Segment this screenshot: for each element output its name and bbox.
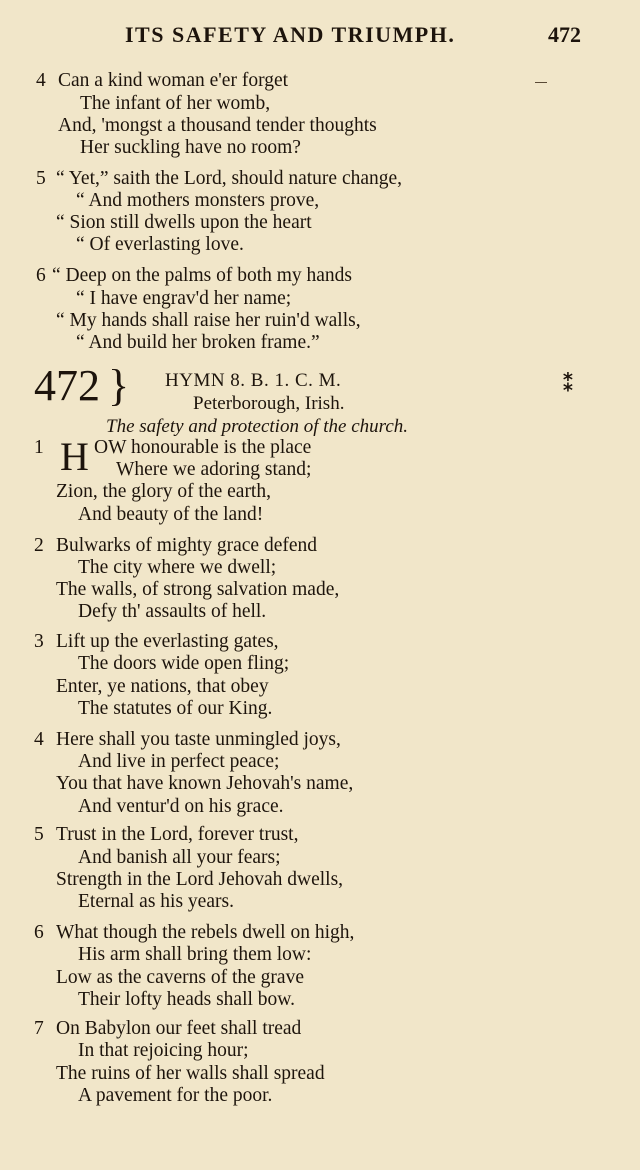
verse-line: Their lofty heads shall bow. bbox=[78, 989, 295, 1010]
verse-line: The doors wide open fling; bbox=[78, 653, 290, 674]
verse-line: “ And build her broken frame.” bbox=[76, 332, 320, 353]
verse-line: Trust in the Lord, forever trust, bbox=[56, 824, 299, 845]
verse-line: “ Deep on the palms of both my hands bbox=[52, 265, 353, 286]
verse-line: You that have known Jehovah's name, bbox=[56, 773, 354, 794]
verse-line: The city where we dwell; bbox=[78, 557, 277, 578]
verse-number: 5 bbox=[36, 168, 46, 189]
verse-line: Defy th' assaults of hell. bbox=[78, 601, 267, 622]
page-header bbox=[0, 22, 640, 52]
verse-line: Here shall you taste unmingled joys, bbox=[56, 729, 341, 750]
verse-number: 2 bbox=[34, 535, 44, 556]
verse-line: “ Sion still dwells upon the heart bbox=[56, 212, 312, 233]
hymn-number: 472 bbox=[34, 361, 100, 410]
verse-number: 7 bbox=[34, 1018, 44, 1039]
verse-line: “ I have engrav'd her name; bbox=[76, 288, 292, 309]
verse-number: 4 bbox=[36, 70, 46, 91]
verse-line: Strength in the Lord Jehovah dwells, bbox=[56, 869, 344, 890]
verse-line: Enter, ye nations, that obey bbox=[56, 676, 269, 697]
verse-line: Low as the caverns of the grave bbox=[56, 967, 304, 988]
verse-line: The ruins of her walls shall spread bbox=[56, 1063, 325, 1084]
header-rule bbox=[535, 82, 547, 83]
hymn-subject: The safety and protection of the church. bbox=[106, 416, 409, 437]
verse-number: 5 bbox=[34, 824, 44, 845]
verse-number: 4 bbox=[34, 729, 44, 750]
verse-line: In that rejoicing hour; bbox=[78, 1040, 249, 1061]
verse-line: Eternal as his years. bbox=[78, 891, 234, 912]
verse-number: 1 bbox=[34, 437, 44, 458]
verse-line: “ And mothers monsters prove, bbox=[76, 190, 320, 211]
verse-line: And, 'mongst a thousand tender thoughts bbox=[58, 115, 377, 136]
verse-line: Bulwarks of mighty grace defend bbox=[56, 535, 318, 556]
verse-number: 3 bbox=[34, 631, 44, 652]
verse-line: Can a kind woman e'er forget bbox=[58, 70, 289, 91]
verse-line: A pavement for the poor. bbox=[78, 1085, 273, 1106]
verse-line: On Babylon our feet shall tread bbox=[56, 1018, 302, 1039]
verse-line: “ Of everlasting love. bbox=[76, 234, 244, 255]
verse-line: And live in perfect peace; bbox=[78, 751, 280, 772]
verse-line: “ My hands shall raise her ruin'd walls, bbox=[56, 310, 361, 331]
verse-line: Her suckling have no room? bbox=[80, 137, 301, 158]
drop-cap: H bbox=[60, 434, 89, 479]
verse-line: The statutes of our King. bbox=[78, 698, 273, 719]
verse-line: And beauty of the land! bbox=[78, 504, 264, 525]
verse-line: “ Yet,” saith the Lord, should nature change, bbox=[56, 168, 403, 189]
running-title: ITS SAFETY AND TRIUMPH. bbox=[125, 22, 456, 47]
verse-number: 6 bbox=[36, 265, 46, 286]
verse-number: 6 bbox=[34, 922, 44, 943]
verse-line: And ventur'd on his grace. bbox=[78, 796, 284, 817]
verse-line: What though the rebels dwell on high, bbox=[56, 922, 355, 943]
hymn-brace: } bbox=[108, 361, 130, 410]
tune-name: Peterborough, Irish. bbox=[193, 393, 345, 414]
verse-line: Zion, the glory of the earth, bbox=[56, 481, 271, 502]
verse-line: His arm shall bring them low: bbox=[78, 944, 312, 965]
hymn-heading: HYMN 8. B. 1. C. M. bbox=[165, 370, 342, 391]
verse-line: And banish all your fears; bbox=[78, 847, 281, 868]
verse-line: OW honourable is the place bbox=[94, 437, 312, 458]
verse-line: Where we adoring stand; bbox=[116, 459, 312, 480]
verse-line: The infant of her womb, bbox=[80, 93, 271, 114]
asterism-ornament: ⁑ bbox=[562, 368, 575, 397]
verse-line: Lift up the everlasting gates, bbox=[56, 631, 279, 652]
page-number: 472 bbox=[548, 22, 581, 47]
verse-line: The walls, of strong salvation made, bbox=[56, 579, 340, 600]
